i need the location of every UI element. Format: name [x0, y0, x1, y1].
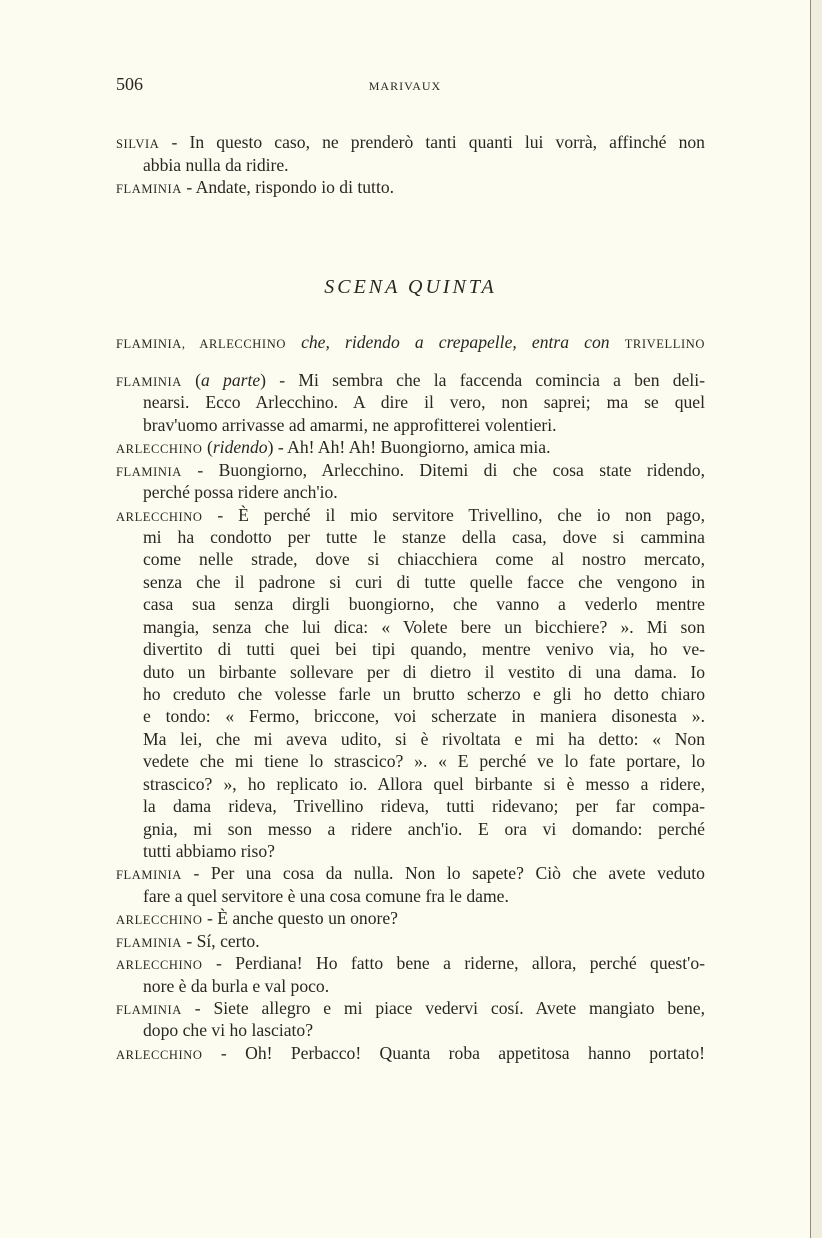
line-text: Ma lei, che mi aveva udito, si è rivoltata e mi ha detto: « Non: [143, 728, 705, 749]
speech-line: [116, 952, 705, 974]
speech-line: [143, 728, 705, 750]
line-text: dopo che vi ho lasciato?: [143, 1020, 314, 1041]
line-text: Per una cosa da nulla. Non lo sapete? Ciò che avete veduto: [210, 863, 705, 884]
dash-separator: [217, 505, 238, 525]
speaker-name: FLAMINIA: [116, 464, 182, 479]
speaker-name: FLAMINIA: [116, 375, 182, 389]
speech-line: [143, 975, 705, 997]
speech-line: [143, 705, 705, 727]
speech-line: [143, 616, 705, 638]
line-text: come nelle strade, dove si chiacchiera come al nostro mercato,: [143, 549, 705, 570]
speaker-name: ARLECCHINO: [116, 1047, 203, 1062]
speech-line: [143, 683, 705, 705]
dash-separator: [278, 437, 287, 457]
speech-line: [143, 661, 705, 683]
line-text: e tondo: « Fermo, briccone, voi scherzate in maniera disonesta ».: [143, 706, 705, 727]
speech-line: [143, 571, 705, 593]
line-text: gnia, mi son messo a ridere anch'io. E ora vi domando: perché: [143, 818, 705, 839]
dash-separator: [221, 1043, 245, 1063]
speech-line: [143, 638, 705, 660]
line-text: Siete allegro e mi piace vedervi cosí. Avete mangiato bene,: [213, 998, 705, 1019]
dash-separator: [195, 998, 214, 1018]
running-title: MARIVAUX: [368, 79, 442, 93]
speech-line: [116, 862, 705, 884]
dash-separator: [197, 460, 218, 480]
dash-separator: [279, 370, 298, 390]
speech-line: [143, 154, 705, 176]
speech-line: [143, 773, 705, 795]
dash-separator: [193, 863, 210, 883]
line-text: strascico? », ho replicato io. Allora quel birbante si è messo a ridere,: [143, 773, 705, 794]
line-text: mangia, senza che lui dica: « Volete bere un bicchiere? ». Mi son: [143, 616, 705, 637]
speech-line: [143, 414, 705, 436]
line-text: In questo caso, ne prenderò tanti quanti lui vorrà, affinché non: [189, 132, 705, 152]
speech-line: [116, 176, 705, 198]
speech-line: [143, 750, 705, 772]
line-text: la dama rideva, Trivellino rideva, tutti ridevano; per far compa-: [143, 796, 705, 817]
direction-text: a parte: [201, 370, 261, 390]
speech-line: [116, 504, 705, 526]
line-text: abbia nulla da ridire.: [143, 154, 289, 175]
line-text: Mi sembra che la faccenda comincia a ben deli-: [298, 370, 706, 390]
speech-line: [116, 907, 705, 929]
line-text: perché possa ridere anch'io.: [143, 482, 338, 503]
line-text: Oh! Perbacco! Quanta roba appetitosa hanno portato!: [245, 1042, 706, 1063]
direction-text: ridendo: [212, 437, 268, 458]
line-text: tutti abbiamo riso?: [143, 841, 275, 862]
line-text: nore è da burla e val poco.: [143, 975, 330, 996]
page-edge: [810, 0, 822, 1238]
line-text: casa sua senza dirgli buongiorno, che vanno a vederlo mentre: [143, 594, 705, 615]
speech-line: [143, 593, 705, 615]
line-text: Buongiorno, Arlecchino. Ditemi di che cosa state ridendo,: [218, 459, 705, 480]
speech-line: [143, 481, 705, 503]
speech-line: [143, 391, 705, 413]
line-text: È perché il mio servitore Trivellino, che io non pago,: [238, 504, 705, 525]
speech-line: [143, 795, 705, 817]
line-text: senza che il padrone si curi di tutte quelle facce che vengono in: [143, 571, 705, 592]
line-text: nearsi. Ecco Arlecchino. A dire il vero, non saprei; ma se quel: [143, 392, 705, 413]
speech-line: [116, 930, 705, 952]
speaker-name: FLAMINIA: [116, 935, 182, 950]
speech-line: [116, 369, 705, 391]
speech-line: [116, 1042, 705, 1064]
speech-line: [116, 131, 705, 153]
dash-separator: [207, 908, 217, 928]
dash-separator: [172, 132, 190, 152]
speech-line: [143, 818, 705, 840]
speech-line: [143, 548, 705, 570]
dash-separator: [186, 177, 195, 197]
stage-direction-inline: [195, 370, 266, 390]
line-text: divertito di tutti quei bei tipi quando, mentre venivo via, ho ve-: [143, 639, 705, 660]
speech-line: [143, 526, 705, 548]
scene-title: SCENA QUINTA: [324, 276, 497, 298]
speaker-name: ARLECCHINO: [116, 442, 203, 457]
line-text: Ah! Ah! Ah! Buongiorno, amica mia.: [287, 437, 551, 458]
line-text: Sí, certo.: [196, 930, 260, 951]
speech-line: [116, 436, 705, 458]
page-number: 506: [116, 74, 143, 94]
dash-separator: [216, 953, 235, 973]
speaker-name: ARLECCHINO: [116, 958, 203, 973]
line-text: fare a quel servitore è una cosa comune fra le dame.: [143, 885, 509, 906]
line-text: ho creduto che volesse farle un brutto scherzo e gli ho detto chiaro: [143, 684, 705, 705]
speech-line: [116, 459, 705, 481]
line-text: Perdiana! Ho fatto bene a riderne, allora, perché quest'o-: [235, 953, 705, 974]
line-text: brav'uomo arrivasse ad amarmi, ne approfitterei volentieri.: [143, 414, 557, 435]
speaker-name: SILVIA: [116, 137, 160, 151]
stage-entering: TRIVELLINO: [624, 337, 705, 351]
line-text: Andate, rispondo io di tutto.: [195, 177, 395, 197]
stage-action: che, ridendo a crepapelle, entra con: [301, 332, 610, 352]
speaker-name: FLAMINIA: [116, 868, 182, 883]
speech-line: [143, 840, 705, 862]
speaker-name: FLAMINIA: [116, 182, 182, 196]
speech-line: [143, 1019, 705, 1041]
stage-direction-inline: [207, 437, 273, 457]
stage-characters: FLAMINIA, ARLECCHINO: [116, 337, 286, 351]
dash-separator: [186, 931, 196, 951]
speech-line: [143, 885, 705, 907]
line-text: mi ha condotto per tutte le stanze della casa, dove si cammina: [143, 527, 705, 547]
speaker-name: FLAMINIA: [116, 1003, 182, 1018]
speaker-name: ARLECCHINO: [116, 509, 203, 524]
line-text: duto un birbante sollevare per di dietro il vestito di una dama. Io: [143, 661, 705, 682]
speech-line: [116, 997, 705, 1019]
speaker-name: ARLECCHINO: [116, 913, 203, 928]
line-text: È anche questo un onore?: [217, 908, 398, 929]
line-text: vedete che mi tiene lo strascico? ». « E perché ve lo fate portare, lo: [143, 751, 705, 772]
stage-direction: [116, 331, 705, 355]
